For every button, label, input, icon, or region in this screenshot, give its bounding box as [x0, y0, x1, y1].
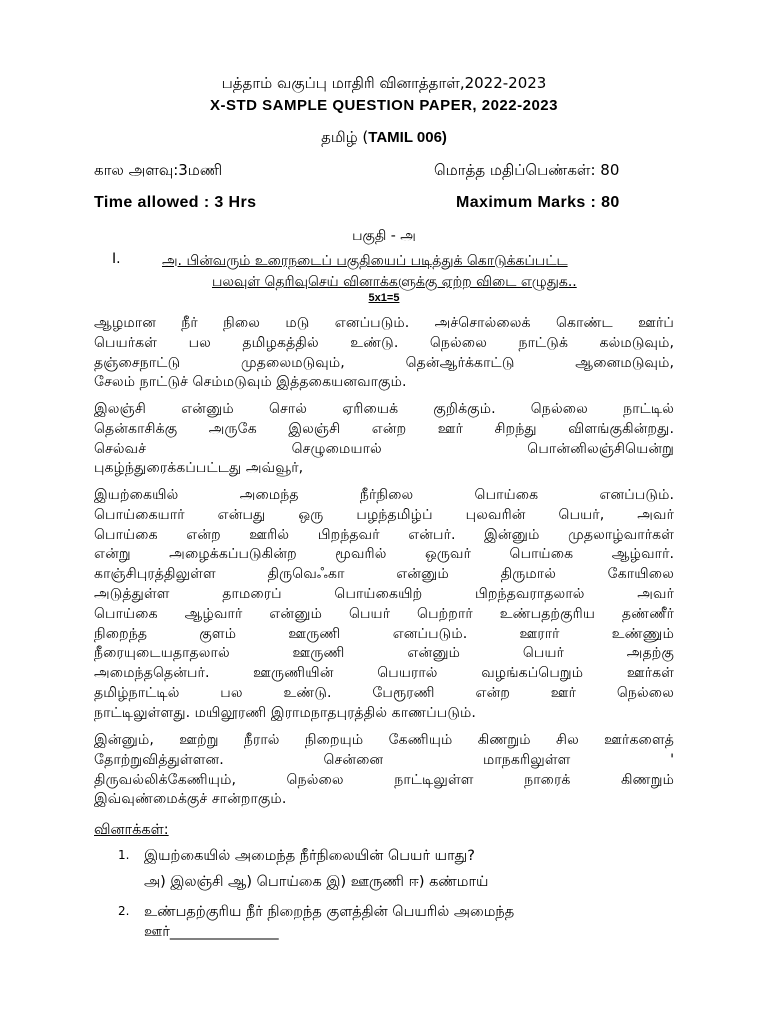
question-text-line-1: உண்பதற்குரிய நீர் நிறைந்த குளத்தின் பெயரில் அமைந்த — [144, 904, 515, 920]
question-text: இயற்கையில் அமைந்த நீர்நிலையின் பெயர் யாது? — [144, 848, 475, 864]
passage-line: காஞ்சிபுரத்திலுள்ள திருவெஃகா என்னும் திருமால் கோயிலை — [94, 566, 674, 583]
question-number: 2. — [118, 904, 130, 918]
passage-line: தமிழ்நாட்டில் பல உண்டு. பேரூரணி என்ற ஊர் நெல்லை — [94, 684, 674, 701]
passage-line: அமைந்ததென்பர். ஊருணியின் பெயரால் வழங்கப்பெறும் ஊர்கள் — [94, 665, 674, 682]
section-marks: 5x1=5 — [368, 292, 400, 304]
passage-paragraph-1 — [94, 314, 674, 393]
passage-line: நீரையுடையதாதலால் ஊருணி என்னும் பெயர் அதற்கு — [94, 645, 674, 662]
passage-line: பெயர்கள் பல தமிழகத்தில் உண்டு. நெல்லை நாட்டுக் கல்மடுவும், — [94, 334, 674, 351]
instruction-line-2: பலவுள் தெரிவுசெய் வினாக்களுக்கு ஏற்ற விடை எழுதுக.. — [212, 274, 577, 290]
subject-title — [0, 128, 768, 148]
meta-row-tamil — [94, 161, 674, 181]
meta-row-english — [94, 194, 674, 212]
passage-line: பொய்கை ஆழ்வார் என்னும் பெயர் பெற்றார் உண்பதற்குரிய தண்ணீர் — [94, 605, 674, 622]
passage-line: சேலம் நாட்டுச் செம்மடுவும் இத்தகையனவாகும். — [94, 374, 407, 391]
passage-line: பொய்கையார் என்பது ஒரு பழந்தமிழ்ப் புலவரின் பெயர், அவர் — [94, 506, 674, 523]
instruction-line-1: அ. பின்வரும் உரைநடைப் பகுதியைப் படித்துக் கொடுக்கப்பட்ட — [162, 253, 568, 269]
passage-line: தென்காசிக்கு அருகே இலஞ்சி என்ற ஊர் சிறந்து விளங்குகின்றது. — [94, 420, 674, 437]
maximum-marks-english: Maximum Marks : 80 — [456, 194, 620, 211]
passage-line: இலஞ்சி என்னும் சொல் ஏரியைக் குறிக்கும். நெல்லை நாட்டில் — [94, 401, 674, 417]
passage-line: இன்னும், ஊற்று நீரால் நிறையும் கேணியும் கிணறும் சில ஊர்களைத் — [94, 732, 674, 748]
passage-line: ஆழமான நீர் நிலை மடு எனப்படும். அச்சொல்லைக் கொண்ட ஊர்ப் — [94, 315, 674, 331]
passage-line: பொய்கை என்ற ஊரில் பிறந்தவர் என்பர். இன்னும் முதலாழ்வார்கள் — [94, 526, 674, 543]
subject-code: TAMIL 006) — [368, 129, 447, 146]
question-1-options: அ) இலஞ்சி ஆ) பொய்கை இ) ஊருணி ஈ) கண்மாய் — [144, 874, 489, 890]
time-allowed-tamil: கால அளவு:3மணி — [94, 161, 223, 179]
section-number: I. — [112, 251, 121, 267]
passage-line: நாட்டிலுள்ளது. மயிலூரணி இராமநாதபுரத்தில் காணப்படும். — [94, 704, 476, 721]
passage-line: திருவல்லிக்கேணியும், நெல்லை நாட்டிலுள்ள நாரைக் கிணறும் — [94, 771, 674, 788]
title-tamil: பத்தாம் வகுப்பு மாதிரி வினாத்தாள்,2022-2023 — [221, 74, 547, 92]
passage-paragraph-3 — [94, 486, 674, 724]
passage-line: என்று அழைக்கப்படுகின்ற மூவரில் ஒருவர் பொய்கை ஆழ்வார். — [94, 546, 674, 563]
passage-paragraph-4 — [94, 731, 674, 810]
passage-line: இவ்வுண்மைக்குச் சான்றாகும். — [94, 791, 287, 808]
title-english: X-STD SAMPLE QUESTION PAPER, 2022-2023 — [210, 97, 558, 114]
passage-line: நிறைந்த குளம் ஊருணி எனப்படும். ஊரார் உண்ணும் — [94, 625, 674, 642]
subject-tamil: தமிழ் ( — [321, 128, 369, 146]
passage-line: தோற்றுவித்துள்ளன. சென்னை மாநகரிலுள்ள ' — [94, 751, 674, 768]
question-text-line-2: ஊர்_______________ — [144, 924, 279, 940]
passage-line: அடுத்துள்ள தாமரைப் பொய்கையிற் பிறந்தவராதலால் அவர் — [94, 585, 674, 602]
instruction-text — [162, 251, 712, 293]
passage-paragraph-2 — [94, 400, 674, 479]
passage-line: தஞ்சைநாட்டு முதலைமடுவும், தென்ஆர்க்காட்டு ஆனைமடுவும், — [94, 354, 674, 371]
time-allowed-english: Time allowed : 3 Hrs — [94, 194, 257, 211]
passage-line: புகழ்ந்துரைக்கப்பட்டது அவ்வூர், — [94, 460, 304, 477]
total-marks-tamil: மொத்த மதிப்பெண்கள்: 80 — [434, 161, 620, 179]
question-number: 1. — [118, 848, 130, 862]
part-heading: பகுதி - அ — [352, 228, 416, 244]
passage-line: இயற்கையில் அமைந்த நீர்நிலை பொய்கை எனப்படும். — [94, 487, 674, 503]
questions-heading: வினாக்கள்: — [94, 822, 169, 838]
question-text — [144, 902, 678, 942]
passage-line: செல்வச் செழுமையால் பொன்னிலஞ்சியென்று — [94, 440, 674, 457]
